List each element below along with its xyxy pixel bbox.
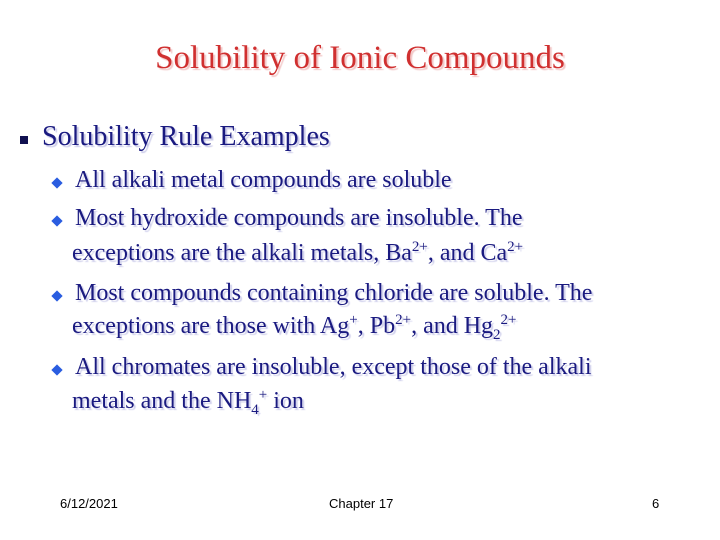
- diamond-bullet-icon: [51, 290, 62, 301]
- superscript: +: [258, 387, 268, 403]
- slide-heading: Solubility Rule Examples: [42, 121, 330, 152]
- superscript: 2+: [500, 312, 517, 328]
- bullet-text: ion: [267, 388, 304, 414]
- bullet-2: [75, 205, 523, 232]
- bullet-2-cont: [72, 240, 523, 267]
- bullet-3: [75, 280, 592, 307]
- bullet-4: [75, 354, 592, 381]
- footer-date: 6/12/2021: [60, 496, 118, 511]
- bullet-text: All chromates are insoluble, except those of the alkali: [75, 354, 592, 380]
- superscript: 2+: [395, 312, 412, 328]
- footer-page-number: 6: [652, 496, 660, 511]
- bullet-text: Most compounds containing chloride are soluble. The: [75, 280, 593, 306]
- bullet-text: metals and the NH: [72, 388, 252, 414]
- bullet-4-cont: [72, 387, 304, 418]
- bullet-text: exceptions are those with Ag: [72, 313, 350, 339]
- slide-title: Solubility of Ionic Compounds: [155, 40, 565, 76]
- diamond-bullet-icon: [51, 364, 62, 375]
- footer-chapter: Chapter 17: [329, 496, 394, 511]
- diamond-bullet-icon: [51, 215, 62, 226]
- diamond-bullet-icon: [51, 177, 62, 188]
- bullet-text: exceptions are the alkali metals, Ba: [72, 240, 412, 266]
- bullet-3-cont: [72, 312, 517, 343]
- bullet-text: , and Hg: [411, 313, 494, 339]
- bullet-text: All alkali metal compounds are soluble: [75, 167, 452, 193]
- superscript: 2+: [411, 239, 428, 255]
- bullet-text: , and Ca: [427, 240, 508, 266]
- superscript: 2+: [507, 239, 524, 255]
- bullet-text: , Pb: [357, 313, 396, 339]
- bullet-1: [75, 167, 452, 194]
- square-bullet-icon: [20, 136, 28, 144]
- subscript: 4: [251, 401, 259, 418]
- superscript: +: [349, 312, 358, 328]
- bullet-text: Most hydroxide compounds are insoluble. The: [75, 205, 523, 231]
- subscript: 2: [493, 326, 501, 343]
